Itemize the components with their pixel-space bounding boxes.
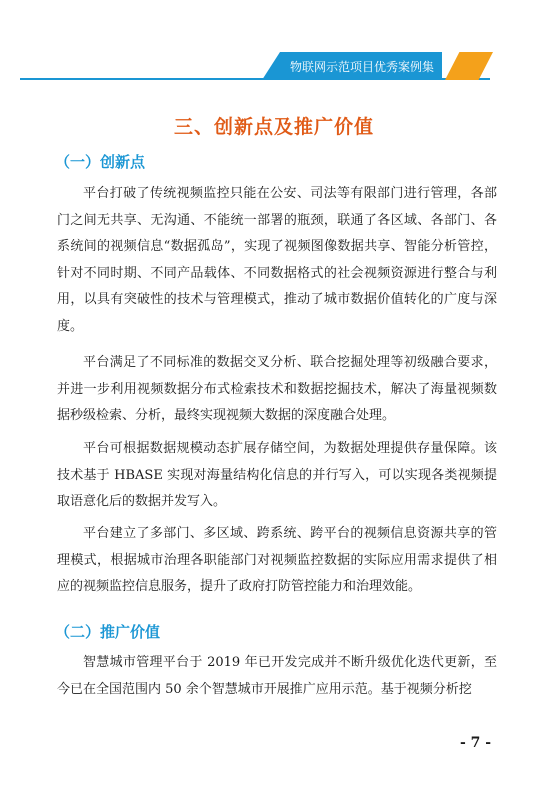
- page-number: - 7 -: [460, 735, 492, 751]
- section-heading-innovation: （一）创新点: [55, 153, 146, 171]
- paragraph: 平台建立了多部门、多区域、跨系统、跨平台的视频信息资源共享的管理模式，根据城市治理各职能部门对视频监控数据的实际应用需求提供了相应的视频监控信息服务，提升了政府打防管控能力和治理效能。: [57, 526, 497, 594]
- header-tab-accent: [445, 52, 493, 80]
- paragraph: 平台可根据数据规模动态扩展存储空间，为数据处理提供存量保障。该技术基于 HBASE 实现对海量结构化信息的并行写入，可以实现各类视频提取语意化后的数据并发写入。: [57, 441, 497, 509]
- paragraph: 平台满足了不同标准的数据交叉分析、联合挖掘处理等初级融合要求，并进一步利用视频数据分布式检索技术和数据挖掘技术，解决了海量视频数据秒级检索、分析，最终实现视频大数据的深度融合处理。: [57, 355, 497, 423]
- paragraph: 智慧城市管理平台于 2019 年已开发完成并不断升级优化迭代更新，至今已在全国范围内 50 余个智慧城市开展推广应用示范。基于视频分析挖: [57, 655, 497, 697]
- header-title: 物联网示范项目优秀案例集: [290, 60, 435, 74]
- header-banner: [0, 52, 548, 92]
- section-heading-promotion: （二）推广价值: [55, 623, 161, 641]
- paragraph: 平台打破了传统视频监控只能在公安、司法等有限部门进行管理，各部门之间无共享、无沟通、不能统一部署的瓶颈，联通了各区域、各部门、各系统间的视频信息“数据孤岛”，实现了视频图像数据共享、智能分析管控，针对不同时期、不同产品载体、不同数据格式的社会视频资源进行整合与利用，以具有突破性的技术与管理模式，推动了城市数据价值转化的广度与深度。: [57, 186, 497, 334]
- page-title: 三、创新点及推广价值: [173, 116, 374, 138]
